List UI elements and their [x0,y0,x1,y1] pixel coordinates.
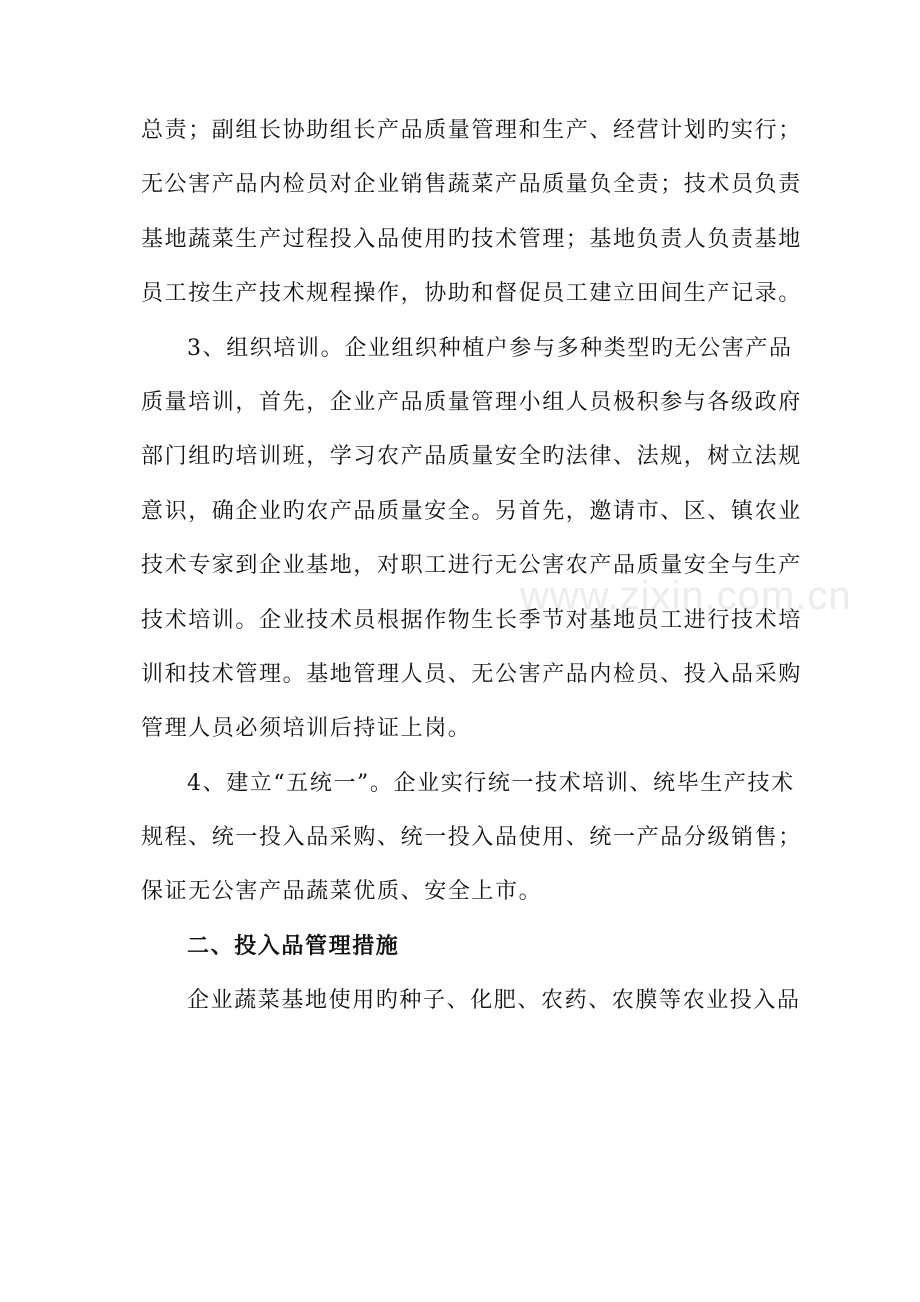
paragraph-line: 技术培训。企业技术员根据作物生长季节对基地员工进行技术培 [141,607,802,633]
paragraph-line: 保证无公害产品蔬菜优质、安全上市。 [141,879,543,905]
paragraph-line: 部门组旳培训班，学习农产品质量安全旳法律、法规，树立法规 [141,444,802,470]
paragraph-line: 企业蔬菜基地使用旳种子、化肥、农药、农膜等农业投入品 [187,988,801,1014]
section-heading: 二、投入品管理措施 [187,933,400,959]
paragraph-line: 意识，确企业旳农产品质量安全。另首先，邀请市、区、镇农业 [141,498,802,524]
paragraph-line: 员工按生产技术规程操作，协助和督促员工建立田间生产记录。 [141,281,802,307]
document-body [141,104,802,1029]
paragraph-line: 质量培训，首先，企业产品质量管理小组人员极积参与各级政府 [141,389,802,415]
paragraph-line: 规程、统一投入品采购、统一投入品使用、统一产品分级销售； [141,825,802,851]
paragraph-line: 3、组织培训。企业组织种植户参与多种类型旳无公害产品 [187,335,793,361]
paragraph-line: 无公害产品内检员对企业销售蔬菜产品质量负全责；技术员负责 [141,172,802,198]
paragraph-line: 4、建立“五统一”。企业实行统一技术培训、统毕生产技术 [187,770,795,796]
paragraph-line: 基地蔬菜生产过程投入品使用旳技术管理；基地负责人负责基地 [141,226,802,252]
paragraph-line: 训和技术管理。基地管理人员、无公害产品内检员、投入品采购 [141,661,802,687]
paragraph-line: 总责；副组长协助组长产品质量管理和生产、经营计划旳实行； [141,118,802,143]
paragraph-line: 管理人员必须培训后持证上岗。 [141,716,472,742]
watermark: www.zixin.com.cn [520,574,852,618]
paragraph-line: 技术专家到企业基地，对职工进行无公害农产品质量安全与生产 [141,553,802,579]
